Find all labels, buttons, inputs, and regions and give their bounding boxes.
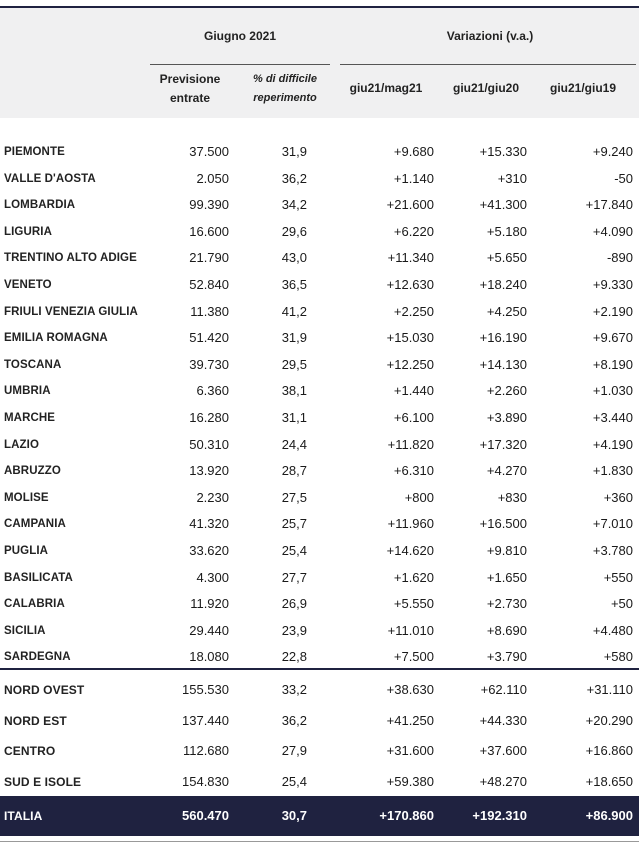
row-var-2: +16.190 (479, 330, 527, 346)
row-name: TOSCANA (4, 358, 62, 371)
row-entrate: 39.730 (189, 356, 229, 372)
row-var-1: +59.380 (386, 773, 434, 789)
header-forecast-line2: entrate (169, 91, 210, 105)
row-name: VENETO (4, 279, 52, 291)
row-entrate: 155.530 (182, 682, 229, 697)
region-row (0, 618, 639, 644)
header-var-1: giu21/mag21 (349, 81, 423, 95)
row-var-2: +9.810 (486, 543, 527, 558)
macro-area-row (0, 677, 639, 703)
row-var-1: +1.440 (393, 383, 434, 399)
row-var-1: +12.250 (386, 356, 434, 372)
row-entrate: 16.280 (189, 410, 229, 425)
row-pct-difficult: 31,9 (281, 330, 307, 346)
row-name: UMBRIA (4, 385, 51, 398)
row-pct-difficult: 36,2 (281, 712, 307, 728)
macro-area-row (0, 738, 639, 764)
row-pct-difficult: 25,4 (281, 773, 307, 789)
row-entrate: 18.080 (189, 649, 229, 665)
regions-macro-separator (0, 668, 639, 670)
header-var-2: giu21/giu20 (452, 81, 520, 95)
row-name: EMILIA ROMAGNA (4, 332, 108, 345)
row-var-3: +31.110 (586, 682, 633, 697)
row-var-2: +15.330 (479, 144, 527, 159)
row-pct-difficult: 29,5 (281, 356, 307, 372)
row-name: CAMPANIA (4, 518, 66, 531)
row-entrate: 29.440 (189, 622, 229, 638)
row-name: LIGURIA (4, 225, 52, 238)
row-entrate: 13.920 (189, 463, 229, 479)
row-var-1: +38.630 (386, 682, 434, 697)
macro-area-row (0, 708, 639, 734)
row-entrate: 11.920 (190, 596, 229, 612)
row-name: CALABRIA (4, 598, 65, 611)
row-var-1: +6.310 (393, 463, 434, 479)
row-name: VALLE D'AOSTA (4, 172, 96, 185)
row-var-2: +4.270 (486, 463, 527, 479)
row-name: CENTRO (4, 744, 56, 758)
table-bottom-border (0, 841, 639, 842)
row-var-2: +37.600 (479, 743, 527, 758)
row-pct-difficult: 43,0 (281, 250, 307, 266)
row-name: FRIULI VENEZIA GIULIA (4, 305, 138, 318)
row-entrate: 112.680 (182, 743, 229, 758)
row-var-1: +9.680 (393, 144, 434, 159)
region-row (0, 644, 639, 670)
row-pct-difficult: 27,7 (281, 569, 307, 585)
row-var-3: +4.090 (592, 223, 633, 239)
row-var-3: +17.840 (585, 197, 633, 213)
region-row (0, 272, 639, 298)
row-var-3: -890 (606, 250, 633, 266)
row-pct-difficult: 25,4 (281, 543, 307, 558)
total-pct: 30,7 (281, 808, 307, 823)
row-entrate: 37.500 (189, 144, 229, 159)
row-var-1: +21.600 (386, 197, 434, 213)
row-var-1: +6.220 (393, 223, 434, 239)
row-pct-difficult: 38,1 (281, 383, 307, 399)
row-var-3: +2.190 (592, 303, 633, 319)
row-entrate: 2.230 (196, 489, 229, 505)
header-divider-variations (340, 64, 636, 65)
row-var-2: +18.240 (479, 277, 527, 292)
row-var-2: +2.730 (486, 596, 527, 612)
region-row (0, 485, 639, 511)
region-row (0, 565, 639, 591)
total-name: ITALIA (4, 809, 43, 823)
row-name: SUD E ISOLE (4, 774, 82, 789)
row-var-3: +3.440 (592, 410, 633, 425)
region-row (0, 192, 639, 218)
row-entrate: 16.600 (189, 223, 229, 239)
row-pct-difficult: 27,5 (281, 489, 307, 505)
row-entrate: 99.390 (189, 197, 229, 213)
row-var-1: +2.250 (393, 303, 434, 319)
header-difficult-line1: % di difficile (253, 73, 317, 85)
row-var-2: +830 (497, 489, 527, 505)
row-pct-difficult: 34,2 (281, 197, 307, 213)
row-var-2: +5.180 (486, 223, 527, 239)
header-var-3: giu21/giu19 (549, 81, 617, 95)
row-var-2: +3.790 (486, 649, 527, 665)
row-pct-difficult: 23,9 (281, 622, 307, 638)
row-var-3: +9.670 (592, 330, 633, 346)
header-difficult-line2: reperimento (253, 92, 317, 104)
row-pct-difficult: 25,7 (281, 516, 307, 532)
region-row (0, 405, 639, 431)
row-var-3: +9.330 (592, 277, 633, 292)
row-var-1: +14.620 (386, 543, 434, 558)
row-var-3: +16.860 (585, 743, 633, 758)
row-var-2: +16.500 (479, 516, 527, 532)
row-name: BASILICATA (4, 571, 73, 584)
row-var-2: +44.330 (479, 712, 527, 728)
row-var-2: +62.110 (480, 682, 527, 697)
row-entrate: 41.320 (189, 516, 229, 532)
row-name: SICILIA (4, 624, 46, 637)
region-row (0, 245, 639, 271)
row-entrate: 137.440 (182, 712, 229, 728)
row-name: LOMBARDIA (4, 199, 76, 212)
row-name: SARDEGNA (4, 651, 71, 664)
row-var-2: +41.300 (479, 197, 527, 213)
row-pct-difficult: 26,9 (281, 596, 307, 612)
header-forecast-line1: Previsione (159, 72, 221, 86)
row-entrate: 50.310 (189, 436, 229, 452)
row-var-3: +550 (603, 569, 633, 585)
row-pct-difficult: 36,2 (281, 170, 307, 186)
row-pct-difficult: 31,1 (281, 410, 307, 425)
row-pct-difficult: 22,8 (281, 649, 307, 665)
row-name: MOLISE (4, 491, 49, 504)
row-var-1: +41.250 (386, 712, 434, 728)
row-var-1: +11.340 (387, 250, 434, 266)
row-var-2: +1.650 (486, 569, 527, 585)
row-var-1: +1.620 (393, 569, 434, 585)
row-var-2: +3.890 (486, 410, 527, 425)
row-entrate: 6.360 (196, 383, 229, 399)
row-var-1: +6.100 (393, 410, 434, 425)
row-var-3: +7.010 (592, 516, 633, 532)
row-entrate: 33.620 (189, 543, 229, 558)
row-name: LAZIO (4, 438, 39, 451)
macro-area-row (0, 769, 639, 795)
region-row (0, 219, 639, 245)
row-entrate: 4.300 (196, 569, 229, 585)
row-var-1: +31.600 (386, 743, 434, 758)
region-row (0, 299, 639, 325)
region-row (0, 325, 639, 351)
row-var-2: +14.130 (479, 356, 527, 372)
row-var-1: +800 (404, 489, 434, 505)
row-var-2: +17.320 (479, 436, 527, 452)
row-var-1: +7.500 (393, 649, 434, 665)
row-var-1: +11.820 (387, 436, 434, 452)
row-var-1: +11.960 (387, 516, 434, 532)
table-header (0, 8, 639, 118)
row-var-1: +5.550 (393, 596, 434, 612)
total-row-italia (0, 796, 639, 836)
row-var-2: +48.270 (479, 773, 527, 789)
row-pct-difficult: 24,4 (281, 436, 307, 452)
total-var-1: +170.860 (379, 808, 434, 823)
row-pct-difficult: 29,6 (281, 223, 307, 239)
region-row (0, 166, 639, 192)
header-period: Giugno 2021 (203, 29, 277, 43)
row-var-2: +4.250 (486, 303, 527, 319)
row-name: NORD OVEST (4, 683, 85, 697)
total-var-3: +86.900 (585, 808, 633, 823)
row-pct-difficult: 31,9 (281, 144, 307, 159)
row-pct-difficult: 28,7 (281, 463, 307, 479)
region-row (0, 139, 639, 165)
total-entrate: 560.470 (182, 808, 229, 823)
row-name: MARCHE (4, 412, 56, 424)
row-var-2: +5.650 (486, 250, 527, 266)
row-entrate: 51.420 (189, 330, 229, 346)
header-divider-period (150, 64, 330, 65)
row-name: ABRUZZO (4, 465, 61, 478)
row-var-3: +4.190 (592, 436, 633, 452)
row-var-1: +15.030 (386, 330, 434, 346)
region-row (0, 378, 639, 404)
row-var-3: +8.190 (592, 356, 633, 372)
region-row (0, 538, 639, 564)
row-var-3: +1.030 (592, 383, 633, 399)
row-var-2: +310 (497, 170, 527, 186)
row-var-3: +360 (603, 489, 633, 505)
row-var-3: +18.650 (585, 773, 633, 789)
row-name: NORD EST (4, 713, 67, 728)
row-var-3: +3.780 (592, 543, 633, 558)
row-var-3: +1.830 (592, 463, 633, 479)
header-variations: Variazioni (v.a.) (446, 29, 534, 43)
row-entrate: 21.790 (189, 250, 229, 266)
row-name: PIEMONTE (4, 146, 65, 158)
region-row (0, 458, 639, 484)
row-var-3: +9.240 (592, 144, 633, 159)
row-var-2: +2.260 (486, 383, 527, 399)
region-row (0, 432, 639, 458)
row-entrate: 2.050 (196, 170, 229, 186)
region-row (0, 352, 639, 378)
row-pct-difficult: 36,5 (281, 277, 307, 292)
total-var-2: +192.310 (472, 808, 527, 823)
row-var-3: +20.290 (585, 712, 633, 728)
row-pct-difficult: 41,2 (281, 303, 307, 319)
row-var-3: +4.480 (592, 622, 633, 638)
region-row (0, 591, 639, 617)
row-name: PUGLIA (4, 545, 49, 557)
row-entrate: 52.840 (189, 277, 229, 292)
row-var-1: +12.630 (386, 277, 434, 292)
row-var-1: +11.010 (387, 622, 434, 638)
row-name: TRENTINO ALTO ADIGE (4, 252, 137, 265)
row-var-3: +50 (610, 596, 633, 612)
row-entrate: 154.830 (182, 773, 229, 789)
row-var-1: +1.140 (393, 170, 434, 186)
row-var-3: +580 (603, 649, 633, 665)
region-row (0, 511, 639, 537)
row-var-3: -50 (614, 170, 633, 186)
row-pct-difficult: 33,2 (281, 682, 307, 697)
row-entrate: 11.380 (190, 303, 229, 319)
row-pct-difficult: 27,9 (281, 743, 307, 758)
row-var-2: +8.690 (486, 622, 527, 638)
